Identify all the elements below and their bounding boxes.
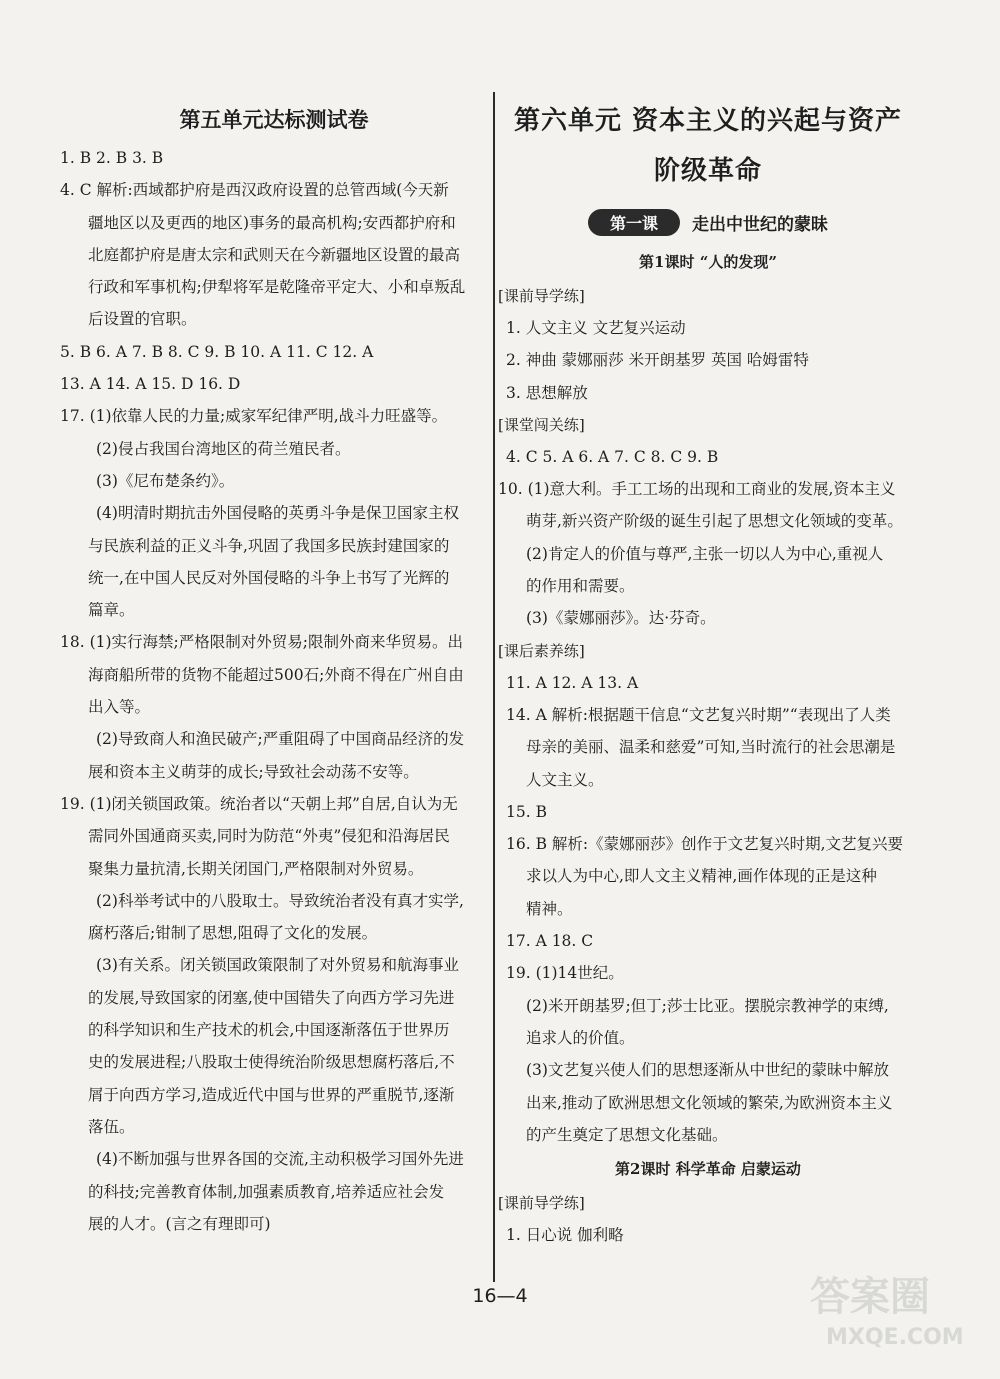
answer-line: (2)米开朗基罗;但丁;莎士比亚。摆脱宗教神学的束缚, xyxy=(526,996,889,1015)
answer-line: 的发展,导致国家的闭塞,使中国错失了向西方学习先进 xyxy=(88,988,455,1007)
answer-line: 15. B xyxy=(506,802,547,821)
answer-line: 落伍。 xyxy=(88,1117,135,1136)
answer-line: 5. B 6. A 7. B 8. C 9. B 10. A 11. C 12. A xyxy=(60,342,374,361)
answer-line: 屑于向西方学习,造成近代中国与世界的严重脱节,逐渐 xyxy=(88,1085,455,1104)
answer-line: 13. A 14. A 15. D 16. D xyxy=(60,375,241,394)
answer-line: (2)侵占我国台湾地区的荷兰殖民者。 xyxy=(96,439,351,458)
answer-line: 17. A 18. C xyxy=(506,932,594,951)
watermark-main: 答案圈 xyxy=(810,1274,930,1320)
answer-line: 1. 日心说 伽利略 xyxy=(506,1226,624,1245)
answer-line: (2)科举考试中的八股取士。导致统治者没有真才实学, xyxy=(96,891,464,910)
answer-line: 求以人为中心,即人文主义精神,画作体现的正是这种 xyxy=(526,867,877,886)
answer-line: 4. C 解析:西域都护府是西汉政府设置的总管西域(今天新 xyxy=(60,181,449,200)
answer-line: 精神。 xyxy=(526,899,573,918)
right-column xyxy=(498,96,918,1251)
left-title: 第五单元达标测试卷 xyxy=(179,107,369,132)
answer-line: 的科学知识和生产技术的机会,中国逐渐落伍于世界历 xyxy=(88,1021,450,1040)
answer-line: 18. (1)实行海禁;严格限制对外贸易;限制外商来华贸易。出 xyxy=(60,633,463,652)
answer-line: (3)文艺复兴使人们的思想逐渐从中世纪的蒙昧中解放 xyxy=(526,1061,889,1080)
answer-line: 3. 思想解放 xyxy=(506,383,588,402)
left-column xyxy=(60,100,488,1240)
answer-line: 的产生奠定了思想文化基础。 xyxy=(526,1125,728,1144)
answer-line: 展的人才。(言之有理即可) xyxy=(88,1214,271,1233)
period2-title: 第2课时 科学革命 启蒙运动 xyxy=(615,1160,801,1179)
lesson-title: 走出中世纪的蒙昧 xyxy=(692,214,828,235)
answer-line: 腐朽落后;钳制了思想,阻碍了文化的发展。 xyxy=(88,924,378,943)
answer-line: (3)《蒙娜丽莎》。达·芬奇。 xyxy=(526,609,716,628)
answer-line: 北庭都护府是唐太宗和武则天在今新疆地区设置的最高 xyxy=(88,245,461,264)
left-lines xyxy=(60,142,488,1240)
answer-line: 10. (1)意大利。手工工场的出现和工商业的发展,资本主义 xyxy=(498,480,896,499)
answer-line: 的作用和需要。 xyxy=(526,577,635,596)
section-label-pre2: [课前导学练] xyxy=(498,1194,585,1213)
answer-line: 14. A 解析:根据题干信息“文艺复兴时期”“表现出了人类 xyxy=(506,705,891,724)
answer-line: 后设置的官职。 xyxy=(88,310,197,329)
answer-line: (4)明清时期抗击外国侵略的英勇斗争是保卫国家主权 xyxy=(96,504,459,523)
answer-line: 篇章。 xyxy=(88,601,135,620)
section-label-class: [课堂闯关练] xyxy=(498,415,585,434)
answer-line: 16. B 解析:《蒙娜丽莎》创作于文艺复兴时期,文艺复兴要 xyxy=(506,835,904,854)
answer-line: 疆地区以及更西的地区)事务的最高机构;安西都护府和 xyxy=(88,213,456,232)
answer-line: 萌芽,新兴资产阶级的诞生引起了思想文化领域的变革。 xyxy=(526,512,903,531)
lesson-badge: 第一课 xyxy=(588,209,680,236)
answer-line: 与民族利益的正义斗争,巩固了我国多民族封建国家的 xyxy=(88,536,450,555)
answer-line: (4)不断加强与世界各国的交流,主动积极学习国外先进 xyxy=(96,1150,464,1169)
column-divider xyxy=(493,92,495,1282)
answer-line: 行政和军事机构;伊犁将军是乾隆帝平定大、小和卓叛乱 xyxy=(88,278,466,297)
answer-line: 人文主义。 xyxy=(526,770,604,789)
answer-line: 史的发展进程;八股取士使得统治阶级思想腐朽落后,不 xyxy=(88,1053,455,1072)
answer-line: (2)肯定人的价值与尊严,主张一切以人为中心,重视人 xyxy=(526,544,884,563)
answer-line: 2. 神曲 蒙娜丽莎 米开朗基罗 英国 哈姆雷特 xyxy=(506,351,809,370)
answer-line: 追求人的价值。 xyxy=(526,1028,635,1047)
answer-line: 出来,推动了欧洲思想文化领域的繁荣,为欧洲资本主义 xyxy=(526,1093,893,1112)
answer-line: 母亲的美丽、温柔和慈爱”可知,当时流行的社会思潮是 xyxy=(526,738,896,757)
answer-line: 统一,在中国人民反对外国侵略的斗争上书写了光辉的 xyxy=(88,568,450,587)
watermark-sub: MXQE.COM xyxy=(826,1325,964,1350)
answer-line: 11. A 12. A 13. A xyxy=(506,673,639,692)
answer-line: 1. B 2. B 3. B xyxy=(60,149,164,167)
answer-line: 17. (1)依靠人民的力量;威家军纪律严明,战斗力旺盛等。 xyxy=(60,407,448,426)
answer-line: 4. C 5. A 6. A 7. C 8. C 9. B xyxy=(506,447,719,466)
lesson-heading xyxy=(498,204,918,240)
watermark-logo xyxy=(780,1259,980,1369)
period1-title: 第1课时 “人的发现” xyxy=(639,253,777,271)
section-label-after: [课后素养练] xyxy=(498,641,585,660)
answer-line: (3)《尼布楚条约》。 xyxy=(96,471,235,490)
answer-line: 出入等。 xyxy=(88,698,151,717)
answer-line: 聚集力量抗清,长期关闭国门,严格限制对外贸易。 xyxy=(88,859,424,878)
unit-title-line2: 阶级革命 xyxy=(653,156,762,186)
section-label-pre: [课前导学练] xyxy=(498,287,585,305)
answer-line: 1. 人文主义 文艺复兴运动 xyxy=(506,319,686,337)
answer-line: 19. (1)14世纪。 xyxy=(506,964,624,983)
answer-line: 需同外国通商买卖,同时为防范“外夷”侵犯和沿海居民 xyxy=(88,827,450,846)
answer-line: 展和资本主义萌芽的成长;导致社会动荡不安等。 xyxy=(88,762,419,781)
answer-line: 的科技;完善教育体制,加强素质教育,培养适应社会发 xyxy=(88,1182,445,1201)
answer-line: (2)导致商人和渔民破产;严重阻碍了中国商品经济的发 xyxy=(96,730,465,749)
answer-line: 19. (1)闭关锁国政策。统治者以“天朝上邦”自居,自认为无 xyxy=(60,794,458,813)
answer-line: (3)有关系。闭关锁国政策限制了对外贸易和航海事业 xyxy=(96,956,459,975)
unit-title-line1: 第六单元 资本主义的兴起与资产 xyxy=(513,106,903,136)
answer-line: 海商船所带的货物不能超过500石;外商不得在广州自由 xyxy=(88,665,464,684)
page-number: 16—4 xyxy=(472,1285,528,1307)
